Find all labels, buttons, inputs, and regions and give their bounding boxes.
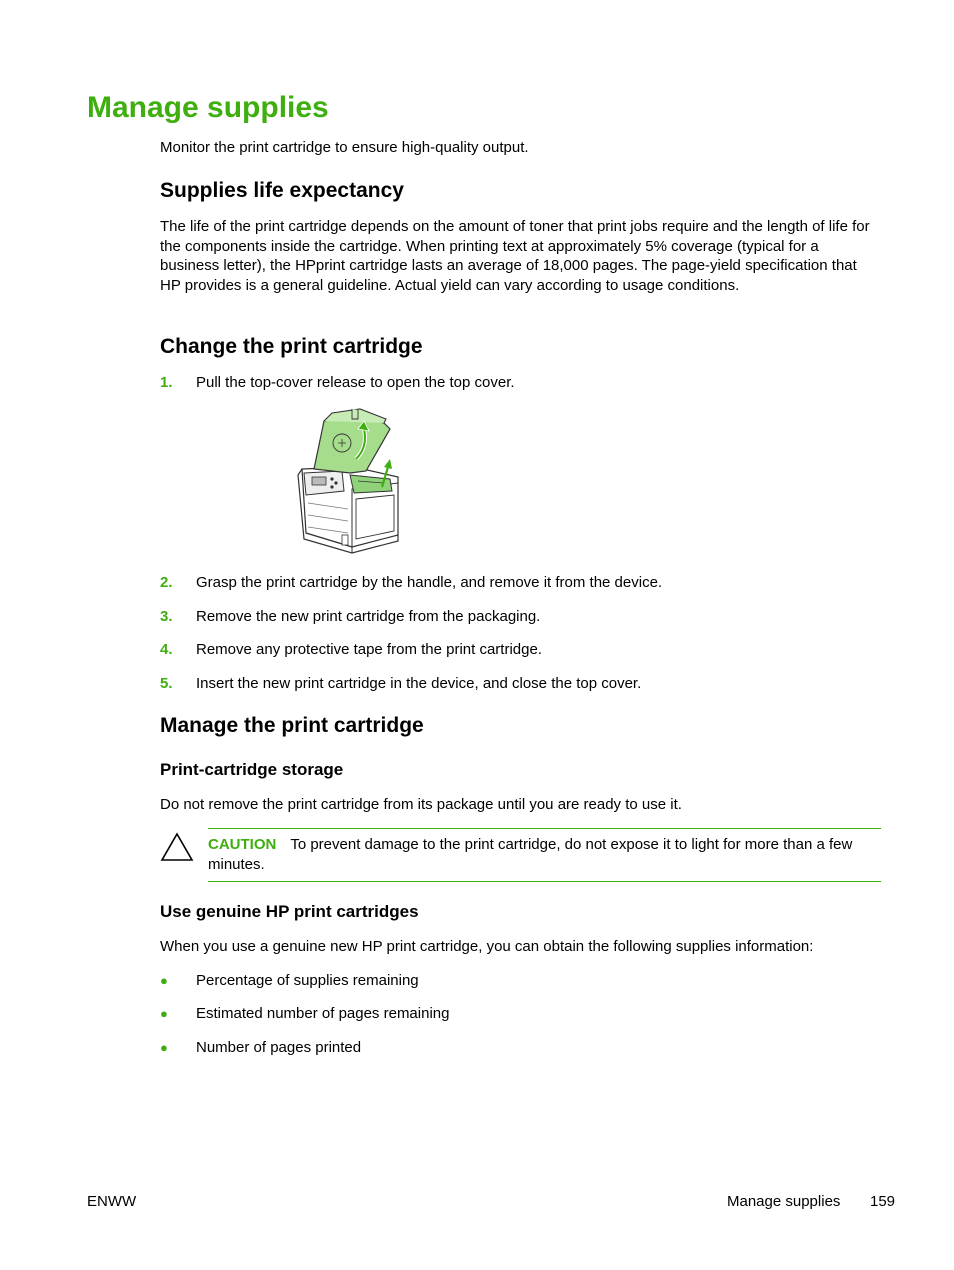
heading-cartridge-storage: Print-cartridge storage — [160, 760, 344, 779]
step-number: 4. — [160, 641, 173, 658]
supplies-life-paragraph: The life of the print cartridge depends on the amount of toner that print jobs require and the length of life for the components inside the cartridge. When printing text at approximately 5% coverage (typical for a business letter), the HPprint cartridge lasts an average of 18,000 pages. The page-yield specification that HP provides is a general guideline. Actual yield can vary according to usage conditions. — [160, 218, 870, 294]
heading-change-cartridge: Change the print cartridge — [160, 335, 423, 358]
footer-section-name: Manage supplies — [727, 1193, 841, 1210]
list-item-text: Estimated number of pages remaining — [196, 1005, 450, 1022]
bullet-icon: ● — [160, 973, 168, 988]
footer-page-number: 159 — [870, 1193, 896, 1210]
genuine-hp-paragraph: When you use a genuine new HP print cartridge, you can obtain the following supplies information: — [160, 938, 814, 955]
step-text: Remove the new print cartridge from the packaging. — [196, 608, 541, 625]
caution-box — [208, 828, 881, 882]
heading-genuine-hp: Use genuine HP print cartridges — [160, 902, 419, 921]
heading-manage-cartridge: Manage the print cartridge — [160, 714, 424, 737]
caution-triangle-icon — [160, 832, 194, 862]
bullet-icon: ● — [160, 1040, 168, 1055]
step-number: 3. — [160, 608, 173, 625]
step-number: 5. — [160, 675, 173, 692]
list-item-text: Percentage of supplies remaining — [196, 972, 419, 989]
printer-open-top-cover-illustration — [294, 407, 402, 555]
caution-text: To prevent damage to the print cartridge, do not expose it to light for more than a few minutes. — [208, 836, 853, 873]
step-number: 1. — [160, 374, 173, 391]
bullet-icon: ● — [160, 1006, 168, 1021]
list-item-text: Number of pages printed — [196, 1039, 362, 1056]
caution-message — [208, 835, 878, 874]
step-text: Grasp the print cartridge by the handle, and remove it from the device. — [196, 574, 663, 591]
caution-label: CAUTION — [208, 836, 277, 853]
step-number: 2. — [160, 574, 173, 591]
page-title: Manage supplies — [87, 91, 329, 124]
step-text: Insert the new print cartridge in the device, and close the top cover. — [196, 675, 642, 692]
step-text: Remove any protective tape from the print cartridge. — [196, 641, 542, 658]
step-text: Pull the top-cover release to open the top cover. — [196, 374, 515, 391]
intro-paragraph: Monitor the print cartridge to ensure high-quality output. — [160, 139, 529, 156]
footer-left: ENWW — [87, 1193, 137, 1210]
storage-paragraph: Do not remove the print cartridge from its package until you are ready to use it. — [160, 796, 682, 813]
heading-supplies-life: Supplies life expectancy — [160, 179, 404, 202]
